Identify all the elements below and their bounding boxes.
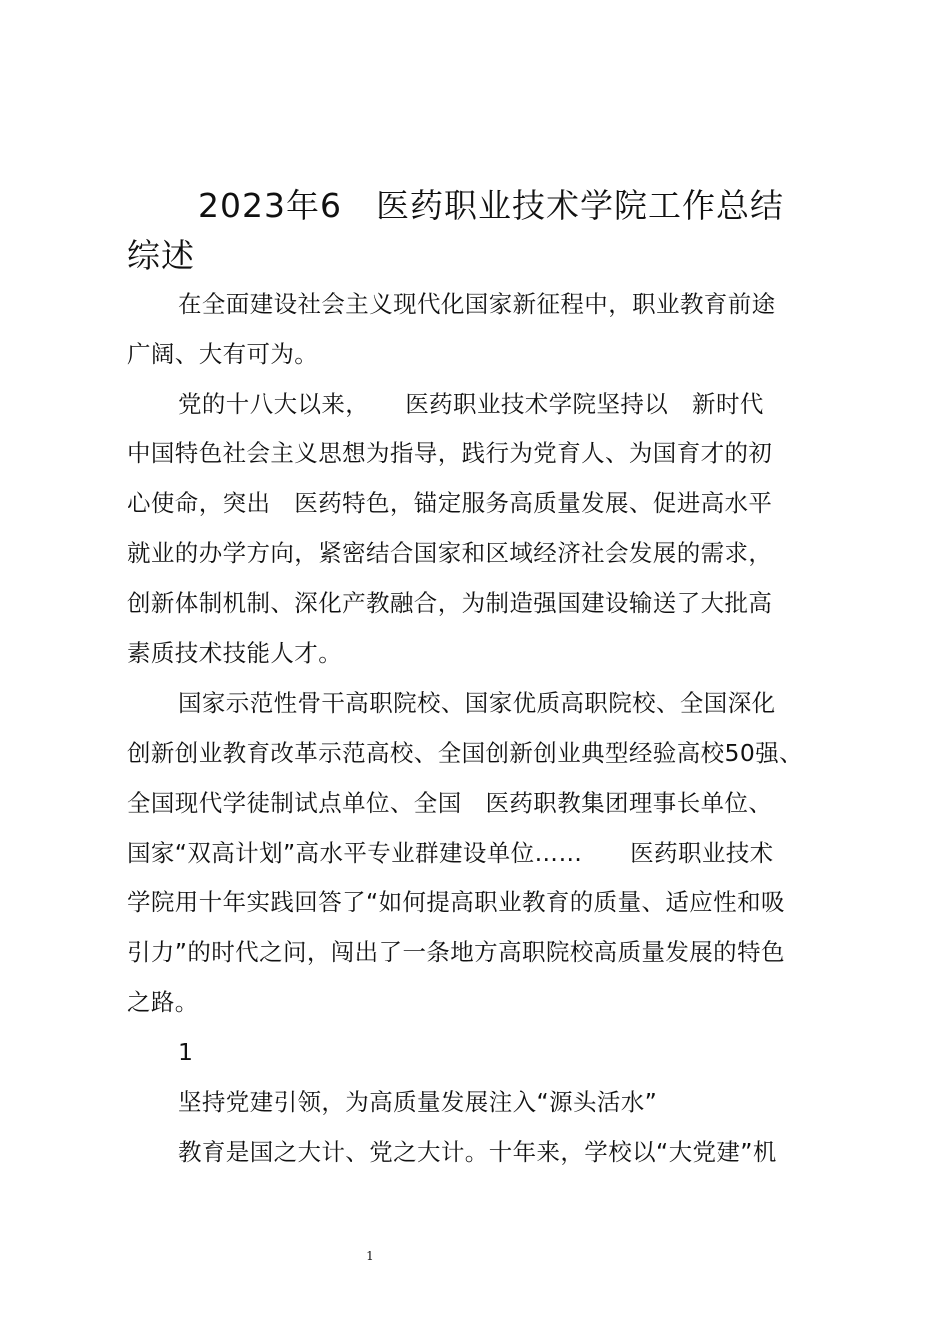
paragraph-3-line-5: 学院用十年实践回答了“如何提高职业教育的质量、适应性和吸	[127, 888, 785, 916]
section-number: 1	[178, 1038, 194, 1066]
paragraph-3-line-2: 创新创业教育改革示范高校、全国创新创业典型经验高校50强、	[127, 739, 804, 767]
paragraph-2-line-5: 创新体制机制、深化产教融合，为制造强国建设输送了大批高	[127, 589, 773, 617]
paragraph-3-line-1: 国家示范性骨干高职院校、国家优质高职院校、全国深化	[178, 689, 776, 717]
paragraph-1-line-2: 广阔、大有可为。	[127, 340, 319, 368]
paragraph-1-line-1: 在全面建设社会主义现代化国家新征程中，职业教育前途	[178, 290, 776, 318]
paragraph-2-line-6: 素质技术技能人才。	[127, 639, 343, 667]
paragraph-2-line-3: 心使命，突出 医药特色，锚定服务高质量发展、促进高水平	[127, 489, 773, 517]
paragraph-2-line-4: 就业的办学方向，紧密结合国家和区域经济社会发展的需求，	[127, 539, 773, 567]
paragraph-2-line-1: 党的十八大以来， 医药职业技术学院坚持以 新时代	[178, 390, 764, 418]
paragraph-3-line-6: 引力”的时代之问，闯出了一条地方高职院校高质量发展的特色	[127, 938, 785, 966]
paragraph-3-line-7: 之路。	[127, 988, 199, 1016]
document-title-line-1: 2023年6 医药职业技术学院工作总结	[198, 186, 784, 225]
paragraph-4-line-1: 教育是国之大计、党之大计。十年来，学校以“大党建”机	[178, 1138, 777, 1166]
document-title-line-2: 综述	[127, 236, 195, 275]
paragraph-2-line-2: 中国特色社会主义思想为指导，践行为党育人、为国育才的初	[127, 439, 773, 467]
paragraph-3-line-4: 国家“双高计划”高水平专业群建设单位…… 医药职业技术	[127, 839, 774, 867]
page-number: 1	[366, 1249, 374, 1263]
section-heading: 坚持党建引领，为高质量发展注入“源头活水”	[178, 1088, 658, 1116]
paragraph-3-line-3: 全国现代学徒制试点单位、全国 医药职教集团理事长单位、	[127, 789, 773, 817]
